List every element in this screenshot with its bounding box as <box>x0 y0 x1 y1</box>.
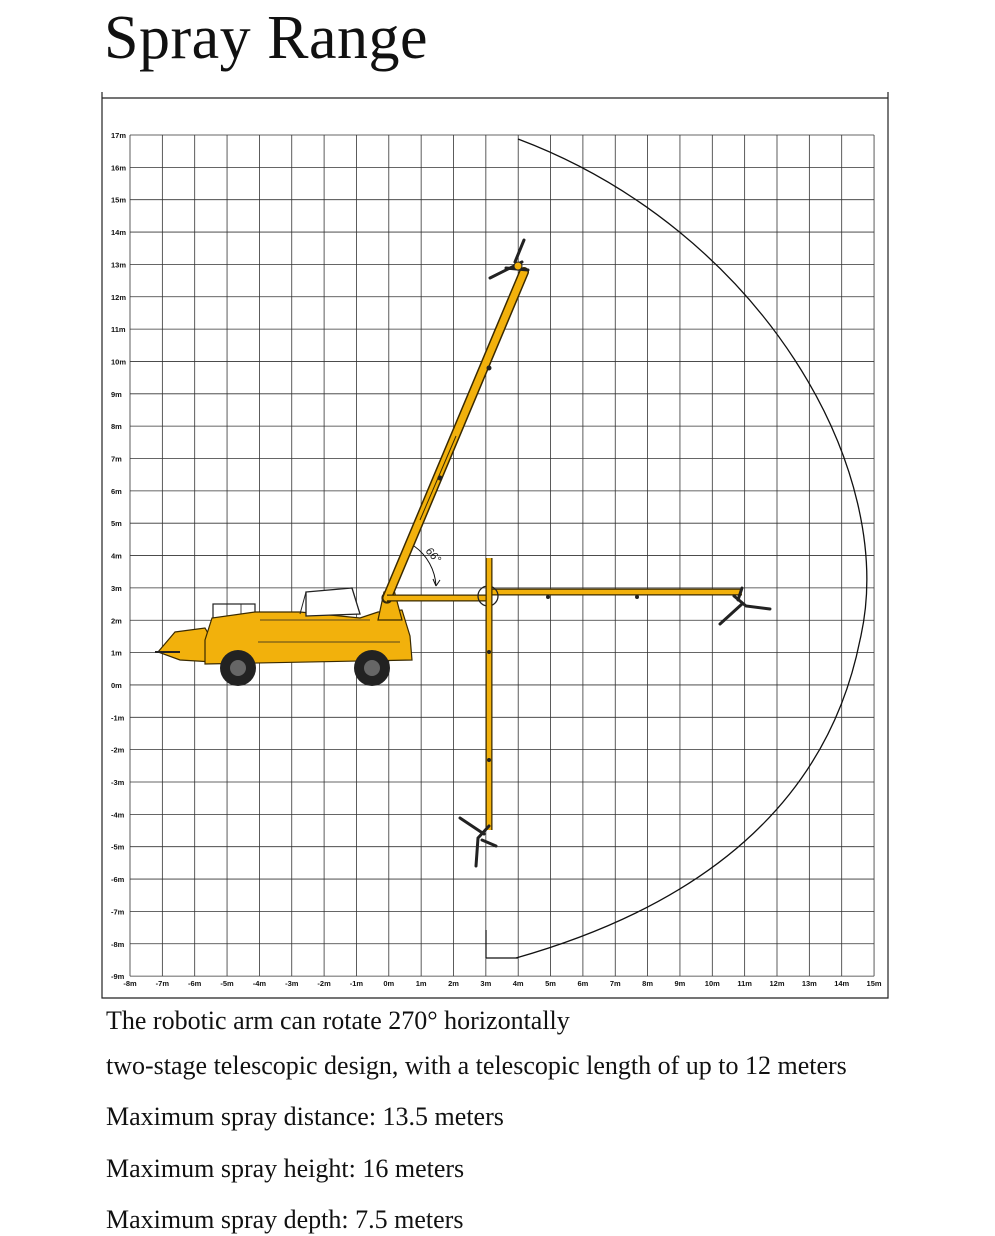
x-tick-label: 8m <box>642 979 654 989</box>
x-axis-ticks <box>123 979 882 988</box>
x-tick-label: 13m <box>801 979 817 989</box>
y-tick-label: 12m <box>111 292 127 302</box>
x-tick-label: 3m <box>480 979 492 989</box>
page-title: Spray Range <box>104 4 429 72</box>
angle-label: 66° <box>422 545 443 566</box>
y-tick-label: 13m <box>111 260 127 270</box>
y-tick-label: 7m <box>111 454 122 464</box>
y-tick-label: 16m <box>111 163 127 173</box>
y-tick-label: -7m <box>111 907 125 917</box>
grid <box>130 135 874 976</box>
y-tick-label: 17m <box>111 131 127 140</box>
x-tick-label: 11m <box>737 979 752 989</box>
y-tick-label: 0m <box>111 680 122 690</box>
y-tick-label: 3m <box>111 583 122 593</box>
y-tick-label: -9m <box>111 972 125 982</box>
x-tick-label: 10m <box>704 979 720 989</box>
raised-boom <box>387 240 528 598</box>
y-tick-label: 6m <box>111 486 122 496</box>
x-tick-label: 0m <box>383 979 395 989</box>
y-tick-label: -2m <box>111 745 125 755</box>
spraying-machine <box>155 588 412 686</box>
y-tick-label: 2m <box>111 616 122 626</box>
x-tick-label: -5m <box>220 979 234 989</box>
spec-max-distance: Maximum spray distance: 13.5 meters <box>106 1102 504 1131</box>
x-tick-label: 9m <box>674 979 686 989</box>
spec-max-depth: Maximum spray depth: 7.5 meters <box>106 1205 464 1234</box>
spec-max-height: Maximum spray height: 16 meters <box>106 1154 465 1183</box>
y-tick-label: 8m <box>111 422 122 432</box>
y-tick-label: 14m <box>111 228 127 238</box>
y-tick-label: 1m <box>111 648 122 658</box>
y-tick-label: -5m <box>111 842 125 852</box>
x-tick-label: 12m <box>769 979 785 989</box>
downward-boom <box>460 558 496 866</box>
x-tick-label: 15m <box>866 979 882 989</box>
y-tick-label: -6m <box>111 875 125 885</box>
y-tick-label: 11m <box>111 325 126 335</box>
spec-telescopic: two-stage telescopic design, with a telescopic length of up to 12 meters <box>106 1051 847 1080</box>
y-tick-label: -1m <box>111 713 125 723</box>
x-tick-label: 6m <box>577 979 589 989</box>
x-tick-label: -6m <box>188 979 202 989</box>
x-tick-label: -8m <box>123 979 137 989</box>
reach-arc <box>516 139 867 958</box>
x-tick-label: 14m <box>834 979 850 989</box>
x-tick-label: -4m <box>252 979 267 989</box>
x-tick-label: -2m <box>317 979 331 989</box>
y-tick-label: 5m <box>111 519 122 529</box>
cab <box>306 588 360 616</box>
y-tick-label: 4m <box>111 551 122 561</box>
x-tick-label: 7m <box>609 979 621 989</box>
x-tick-label: -7m <box>155 979 170 989</box>
x-tick-label: 5m <box>545 979 556 989</box>
y-tick-label: 15m <box>111 195 127 205</box>
x-tick-label: -3m <box>285 979 299 989</box>
x-tick-label: 2m <box>448 979 459 989</box>
y-axis-ticks <box>111 131 126 981</box>
y-tick-label: -3m <box>111 778 125 787</box>
y-tick-label: -8m <box>111 939 125 949</box>
y-tick-label: -4m <box>111 810 125 820</box>
y-tick-label: 9m <box>111 389 122 399</box>
x-tick-label: -1m <box>349 979 364 989</box>
x-tick-label: 1m <box>415 979 427 989</box>
spec-rotation: The robotic arm can rotate 270° horizontally <box>106 1006 570 1035</box>
diagram-frame <box>102 92 888 998</box>
y-tick-label: 10m <box>111 357 127 367</box>
x-tick-label: 4m <box>512 979 524 989</box>
